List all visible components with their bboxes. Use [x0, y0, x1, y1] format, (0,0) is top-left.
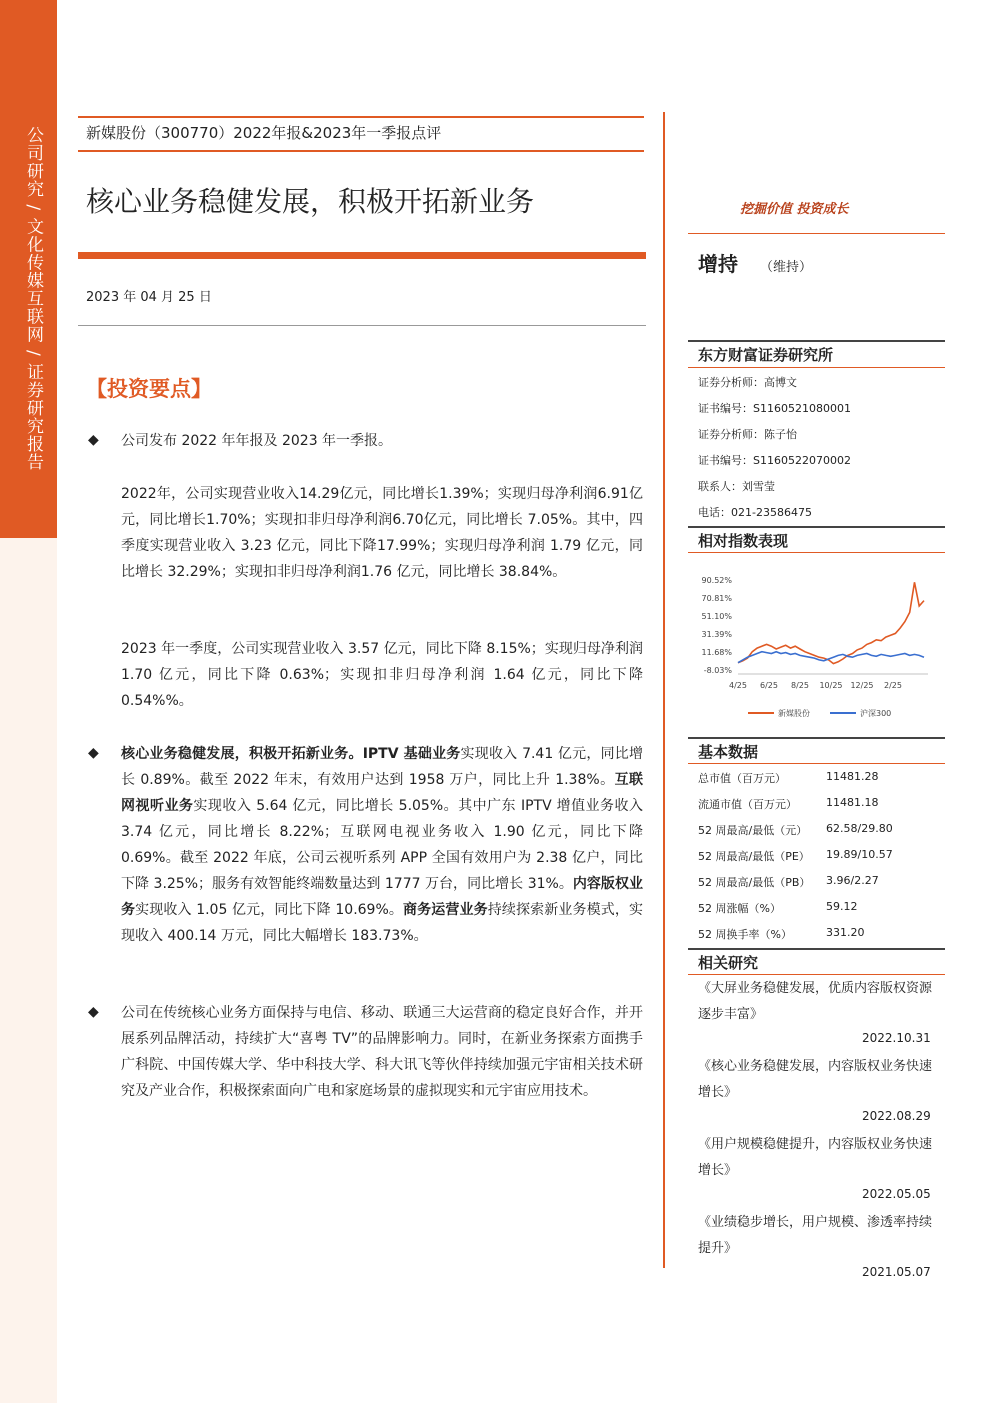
text-run: 实现收入 1.05 亿元，同比下降 10.69%。 [135, 902, 404, 918]
x-tick-label: 6/25 [760, 681, 778, 690]
column-divider [663, 112, 665, 1268]
sidebar-category: 公司研究 / 文化传媒互联网 / 证券研究报告 [23, 126, 43, 472]
basic-data-value: 19.89/10.57 [826, 848, 893, 861]
diamond-bullet-icon: ◆ [88, 745, 99, 761]
divider [688, 526, 945, 528]
basic-data-label: 52 周换手率（%） [698, 928, 792, 941]
related-report-title[interactable]: 《核心业务稳健发展，内容版权业务快速增长》 [698, 1059, 933, 1100]
contact: 联系人：刘雪莹 [698, 480, 775, 493]
divider [688, 340, 945, 342]
x-tick-label: 10/25 [819, 681, 843, 690]
basic-data-value: 59.12 [826, 900, 858, 913]
basic-data-heading: 基本数据 [698, 743, 759, 761]
institute-name: 东方财富证券研究所 [698, 346, 834, 364]
divider [688, 763, 945, 764]
x-tick-label: 4/25 [729, 681, 747, 690]
index-heading: 相对指数表现 [698, 532, 789, 550]
paragraph-2023q1: 2023 年一季度，公司实现营业收入 3.57 亿元，同比下降 8.15%；实现归母净利润 1.70 亿元，同比下降 0.63%；实现扣非归母净利润 1.64 亿元，同比下降 0.54%%。 [121, 641, 643, 709]
y-tick-label: -8.03% [703, 666, 732, 675]
y-tick-label: 70.81% [701, 594, 732, 603]
related-report-date: 2022.08.29 [862, 1109, 931, 1123]
divider [78, 325, 646, 326]
basic-data-label: 流通市值（百万元） [698, 798, 797, 811]
cert-1: 证书编号：S1160521080001 [698, 402, 851, 415]
divider [688, 552, 945, 553]
text-run: 持续探索新业务模式，实现收入 400.14 万元，同比大幅增长 183.73%。 [121, 902, 644, 944]
divider [688, 367, 945, 368]
basic-data-label: 52 周最高/最低（PE） [698, 850, 810, 863]
bold-phrase: 互联网视听业务 [121, 772, 643, 814]
x-tick-label: 2/25 [884, 681, 902, 690]
sidebar [0, 0, 57, 1403]
bullet-text-2 [121, 741, 643, 949]
bold-phrase: 商务运营业务 [403, 902, 488, 918]
text-run: 实现收入 5.64 亿元，同比增长 5.05%。其中广东 IPTV 增值业务收入 3.74 亿元，同比增长 8.22%；互联网电视业务收入 1.90 亿元，同比下降 0.69%。截至 2022 年底，公司云视听系列 APP 全国有效用户为 2.38 亿户，同比下降 3.25%；服务有效智能终端数量达到 1777 万台，同比增长 31%。 [121, 798, 643, 892]
basic-data-label: 52 周最高/最低（元） [698, 824, 808, 837]
related-report-date: 2022.05.05 [862, 1187, 931, 1201]
cert-2: 证书编号：S1160522070002 [698, 454, 851, 467]
section-heading: 【投资要点】 [86, 377, 212, 401]
page-title: 核心业务稳健发展，积极开拓新业务 [86, 185, 535, 218]
related-report-date: 2022.10.31 [862, 1031, 931, 1045]
basic-data-value: 11481.18 [826, 796, 879, 809]
bold-phrase: 内容版权业务 [121, 876, 643, 918]
related-report-title[interactable]: 《大屏业务稳健发展，优质内容版权资源逐步丰富》 [698, 981, 933, 1022]
legend-label: 沪深300 [860, 709, 892, 718]
analyst-2: 证券分析师：陈子怡 [698, 428, 797, 441]
related-report-title[interactable]: 《业绩稳步增长，用户规模、渗透率持续提升》 [698, 1215, 933, 1256]
bold-phrase: IPTV 基础业务 [362, 746, 461, 762]
basic-data-value: 62.58/29.80 [826, 822, 893, 835]
diamond-bullet-icon: ◆ [88, 432, 99, 448]
y-tick-label: 90.52% [701, 576, 732, 585]
series-line-0 [738, 582, 924, 663]
related-report-date: 2021.05.07 [862, 1265, 931, 1279]
paragraph-2022: 2022年，公司实现营业收入14.29亿元，同比增长1.39%；实现归母净利润6.91亿元，同比增长1.70%；实现扣非归母净利润6.70亿元，同比增长 7.05%。其中，四季度实现营业收入 3.23 亿元，同比下降17.99%；实现归母净利润 1.79 亿元，同比增长 32.29%；实现扣非归母净利润1.76 亿元，同比增长 38.84%。 [121, 486, 643, 580]
report-line: 新媒股份（300770）2022年报&2023年一季报点评 [86, 124, 442, 142]
analyst-1: 证券分析师：高博文 [698, 376, 797, 389]
x-tick-label: 12/25 [850, 681, 874, 690]
relative-index-chart [688, 566, 944, 726]
report-header [78, 116, 644, 152]
basic-data-value: 331.20 [826, 926, 865, 939]
bullet-text-1: 公司发布 2022 年年报及 2023 年一季报。 [121, 433, 393, 449]
basic-data-value: 3.96/2.27 [826, 874, 879, 887]
report-date: 2023 年 04 月 25 日 [86, 290, 212, 305]
y-tick-label: 11.68% [701, 648, 732, 657]
basic-data-label: 52 周涨幅（%） [698, 902, 781, 915]
rating-note: （维持） [760, 260, 813, 275]
divider [688, 233, 945, 234]
basic-data-label: 52 周最高/最低（PB） [698, 876, 811, 889]
divider [688, 948, 945, 950]
basic-data-label: 总市值（百万元） [698, 772, 786, 785]
basic-data-value: 11481.28 [826, 770, 879, 783]
title-divider [78, 252, 646, 259]
x-tick-label: 8/25 [791, 681, 809, 690]
bullet-text-3: 公司在传统核心业务方面保持与电信、移动、联通三大运营商的稳定良好合作，并开展系列品牌活动，持续扩大“喜粤 TV”的品牌影响力。同时，在新业务探索方面携手广科院、中国传媒大学、华中科技大学、科大讯飞等伙伴持续加强元宇宙相关技术研究及产业合作，积极探索面向广电和家庭场景的虚拟现实和元宇宙应用技术。 [121, 1005, 643, 1099]
text-run: 实现收入 7.41 亿元，同比增长 0.89%。截至 2022 年末，有效用户达到 1958 万户，同比上升 1.38%。 [121, 746, 643, 788]
related-report-title[interactable]: 《用户规模稳健提升，内容版权业务快速增长》 [698, 1137, 933, 1178]
bold-phrase: 核心业务稳健发展，积极开拓新业务。 [121, 746, 363, 762]
divider [688, 737, 945, 739]
related-heading: 相关研究 [698, 954, 759, 972]
phone: 电话：021-23586475 [698, 506, 812, 519]
y-tick-label: 51.10% [701, 612, 732, 621]
y-tick-label: 31.39% [701, 630, 732, 639]
rating: 增持 [698, 252, 738, 276]
divider [688, 974, 945, 975]
legend-label: 新媒股份 [778, 709, 810, 718]
slogan: 挖掘价值 投资成长 [740, 202, 849, 217]
diamond-bullet-icon: ◆ [88, 1004, 99, 1020]
